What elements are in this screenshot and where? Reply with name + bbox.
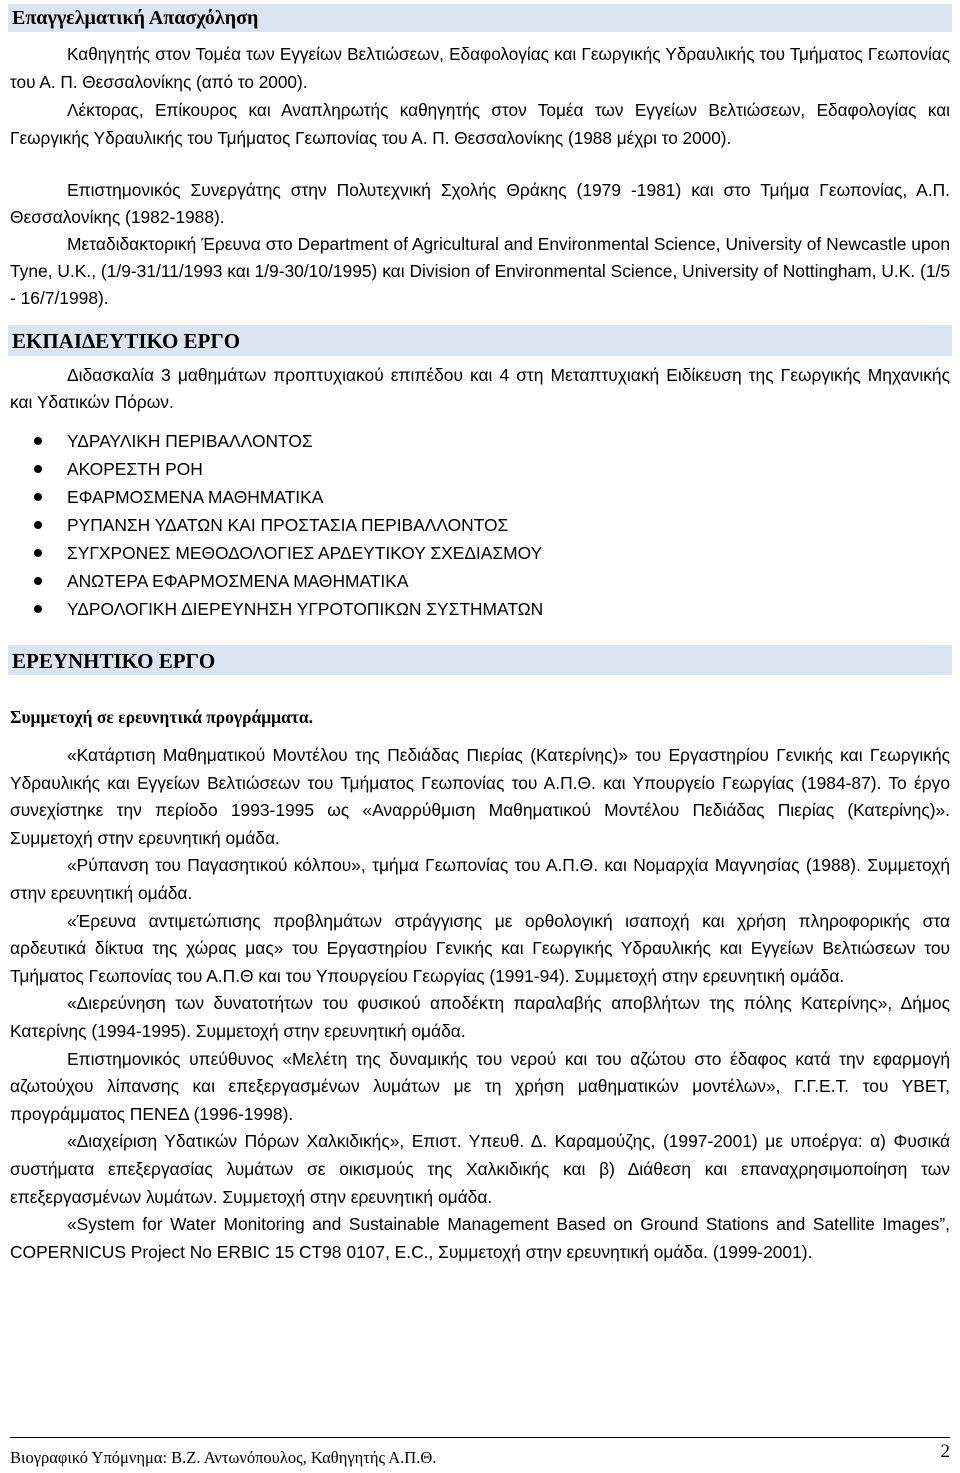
teaching-heading-band (8, 325, 952, 356)
bullet-icon (34, 577, 42, 585)
research-subheading: Συμμετοχή σε ερευνητικά προγράμματα. (10, 707, 314, 727)
employment-paragraph: Λέκτορας, Επίκουρος και Αναπληρωτής καθηγητής στον Τομέα των Εγγείων Βελτιώσεων, Εδαφολογίας και Γεωργικής Υδραυλικής του Τμήματος Γεωπονίας του Α. Π. Θεσσαλονίκης (1988 μέχρι το 2000). (10, 100, 950, 148)
research-heading-band (8, 645, 952, 675)
course-item (0, 427, 960, 455)
course-item (0, 567, 960, 595)
employment-block-1 (10, 40, 950, 152)
project-paragraph: «Διαχείριση Υδατικών Πόρων Χαλκιδικής», Επιστ. Υπευθ. Δ. Καραμούζης, (1997-2001) με υποέργα: α) Φυσικά συστήματα επεξεργασίας λυμάτων σε οικισμούς της Χαλκιδικής και β) Διάθεση και επαναχρησιμοποίηση των επεξεργασμένων λυμάτων. Συμμετοχή στην ερευνητική ομάδα. (10, 1131, 950, 1207)
course-label: ΣΥΓΧΡΟΝΕΣ ΜΕΘΟΔΟΛΟΓΙΕΣ ΑΡΔΕΥΤΙΚΟΥ ΣΧΕΔΙΑΣΜΟΥ (67, 543, 543, 563)
employment-heading: Επαγγελματική Απασχόληση (12, 7, 259, 29)
teaching-heading: ΕΚΠΑΙΔΕΥΤΙΚΟ ΕΡΓΟ (12, 329, 241, 353)
bullet-icon (34, 605, 42, 613)
project-paragraph: «Έρευνα αντιμετώπισης προβλημάτων στράγγισης με ορθολογική ισαποχή και χρήση πληροφορικής στα αρδευτικά δίκτυα της χώρας μας» του Εργαστηρίου Γενικής και Γεωργικής Υδραυλικής και Εγγείων Βελτιώσεων του Τμήματος Γεωπονίας του Α.Π.Θ και του Υπουργείου Γεωργίας (1991-94). Συμμετοχή στην ερευνητική ομάδα. (10, 910, 950, 986)
course-label: ΡΥΠΑΝΣΗ ΥΔΑΤΩΝ ΚΑΙ ΠΡΟΣΤΑΣΙΑ ΠΕΡΙΒΑΛΛΟΝΤΟΣ (67, 515, 509, 535)
bullet-icon (34, 437, 42, 445)
teaching-block (10, 362, 950, 416)
research-projects (10, 742, 950, 1266)
course-label: ΥΔΡΑΥΛΙΚΗ ΠΕΡΙΒΑΛΛΟΝΤΟΣ (67, 431, 313, 451)
course-item (0, 483, 960, 511)
course-list (0, 427, 960, 623)
project-paragraph: «Ρύπανση του Παγασητικού κόλπου», τμήμα Γεωπονίας του Α.Π.Θ. και Νομαρχία Μαγνησίας (1988). Συμμετοχή στην ερευνητική ομάδα. (10, 855, 950, 903)
course-label: ΑΝΩΤΕΡΑ ΕΦΑΡΜΟΣΜΕΝΑ ΜΑΘΗΜΑΤΙΚΑ (67, 571, 409, 591)
course-item (0, 539, 960, 567)
course-item (0, 595, 960, 623)
bullet-icon (34, 549, 42, 557)
bullet-icon (34, 521, 42, 529)
employment-heading-band (8, 4, 952, 32)
project-paragraph: Επιστημονικός υπεύθυνος «Μελέτη της δυναμικής του νερού και του αζώτου στο έδαφος κατά την εφαρμογή αζωτούχου λίπανσης και επεξεργασμένων λυμάτων με τη χρήση μαθηματικών μοντέλων», Γ.Γ.Ε.Τ. του ΥΒΕΤ, προγράμματος ΠΕΝΕΔ (1996-1998). (10, 1048, 950, 1124)
teaching-intro: Διδασκαλία 3 μαθημάτων προπτυχιακού επιπέδου και 4 στη Μεταπτυχιακή Ειδίκευση της Γεωργικής Μηχανικής και Υδατικών Πόρων. (10, 365, 950, 412)
project-paragraph: «Διερεύνηση των δυνατοτήτων του φυσικού αποδέκτη παραλαβής αποβλήτων της πόλης Κατερίνης», Δήμος Κατερίνης (1994-1995). Συμμετοχή στην ερευνητική ομάδα. (10, 993, 950, 1041)
course-label: ΑΚΟΡΕΣΤΗ ΡΟΗ (67, 459, 203, 479)
footer-rule (10, 1437, 950, 1438)
project-paragraph: «System for Water Monitoring and Sustainable Management Based on Ground Stations and Satellite Images”, COPERNICUS Project No ERBIC 15 CT98 0107, E.C., Συμμετοχή στην ερευνητική ομάδα. (1999-2001). (10, 1214, 950, 1262)
course-item (0, 455, 960, 483)
research-heading: ΕΡΕΥΝΗΤΙΚΟ ΕΡΓΟ (12, 649, 216, 673)
course-item (0, 511, 960, 539)
employment-paragraph: Επιστημονικός Συνεργάτης στην Πολυτεχνική Σχολής Θράκης (1979 -1981) και στο Τμήμα Γεωπονίας, Α.Π. Θεσσαλονίκης (1982-1988). (10, 180, 950, 227)
employment-block-2 (10, 177, 950, 312)
project-paragraph: «Κατάρτιση Μαθηματικού Μοντέλου της Πεδιάδας Πιερίας (Κατερίνης)» του Εργαστηρίου Γενικής και Γεωργικής Υδραυλικής και Εγγείων Βελτιώσεων του Τμήματος Γεωπονίας του Α.Π.Θ. και Υπουργείο Γεωργίας (1984-87). Το έργο συνεχίστηκε την περίοδο 1993-1995 ως «Αναρρύθμιση Μαθηματικού Μοντέλου Πεδιάδας Πιερίας (Κατερίνης)». Συμμετοχή στην ερευνητική ομάδα. (10, 745, 950, 848)
footer-text: Βιογραφικό Υπόμνημα: Β.Ζ. Αντωνόπουλος, Καθηγητής Α.Π.Θ. (10, 1448, 437, 1467)
employment-paragraph: Καθηγητής στον Τομέα των Εγγείων Βελτιώσεων, Εδαφολογίας και Γεωργικής Υδραυλικής του Τμήματος Γεωπονίας του Α. Π. Θεσσαλονίκης (από το 2000). (10, 44, 950, 92)
bullet-icon (34, 493, 42, 501)
page-number: 2 (940, 1441, 950, 1462)
employment-paragraph: Μεταδιδακτορική Έρευνα στο Department of Agricultural and Environmental Science, University of Newcastle upon Tyne, U.K., (1/9-31/11/1993 και 1/9-30/10/1995) και Division of Environmental Science, University of Nottingham, U.K. (1/5 - 16/7/1998). (10, 234, 950, 308)
bullet-icon (34, 465, 42, 473)
course-label: ΥΔΡΟΛΟΓΙΚΗ ΔΙΕΡΕΥΝΗΣΗ ΥΓΡΟΤΟΠΙΚΩΝ ΣΥΣΤΗΜΑΤΩΝ (67, 599, 544, 619)
course-label: ΕΦΑΡΜΟΣΜΕΝΑ ΜΑΘΗΜΑΤΙΚΑ (67, 487, 324, 507)
